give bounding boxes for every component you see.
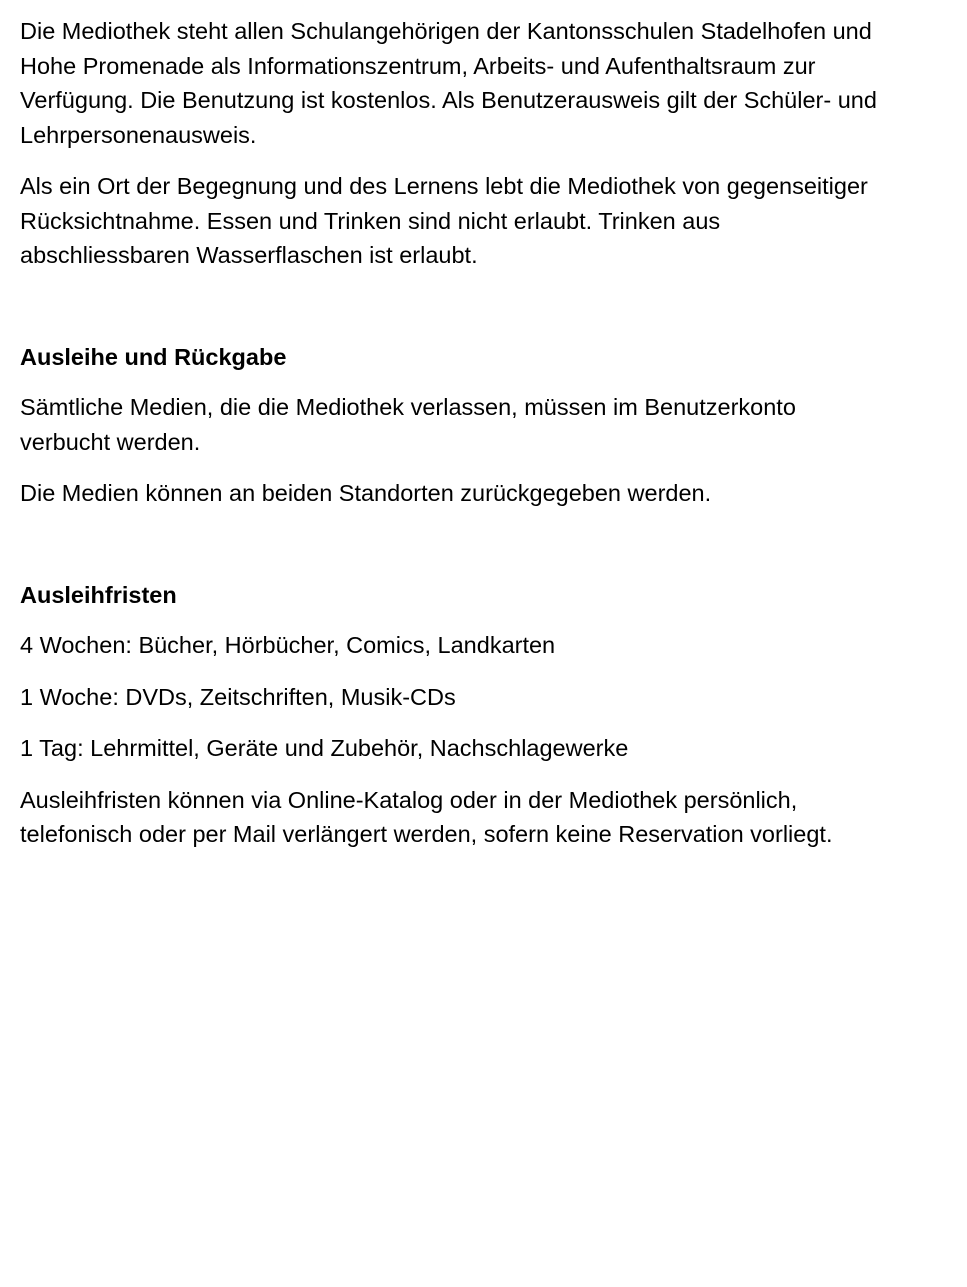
text-line: Verfügung. Die Benutzung ist kostenlos. Als Benutzerausweis gilt der Schüler- und — [20, 87, 877, 113]
text-line: Als ein Ort der Begegnung und des Lernens lebt die Mediothek von gegenseitiger — [20, 173, 868, 199]
text-line: Die Mediothek steht allen Schulangehörigen der Kantonsschulen Stadelhofen und — [20, 18, 872, 44]
heading-ausleihe: Ausleihe und Rückgabe — [20, 343, 287, 370]
section-spacer — [20, 528, 964, 578]
section-spacer — [20, 290, 964, 340]
text-line: Hohe Promenade als Informationszentrum, Arbeits- und Aufenthaltsraum zur — [20, 52, 816, 79]
text-line: telefonisch oder per Mail verlängert werden, sofern keine Reservation vorliegt. — [20, 821, 833, 847]
intro-paragraph-2 — [20, 169, 964, 273]
text-line: Die Medien können an beiden Standorten zurückgegeben werden. — [20, 480, 712, 506]
document-body — [20, 14, 964, 869]
text-line: Sämtliche Medien, die die Mediothek verlassen, müssen im Benutzerkonto — [20, 394, 796, 420]
frist-item-1-tag: 1 Tag: Lehrmittel, Geräte und Zubehör, Nachschlagewerke — [20, 735, 629, 761]
fristen-paragraph-verlaengerung — [20, 783, 964, 852]
text-line: Rücksichtnahme. Essen und Trinken sind nicht erlaubt. Trinken aus — [20, 207, 721, 234]
heading-ausleihfristen: Ausleihfristen — [20, 581, 177, 608]
frist-item-4-wochen: 4 Wochen: Bücher, Hörbücher, Comics, Landkarten — [20, 632, 556, 658]
text-line: abschliessbaren Wasserflaschen ist erlaubt. — [20, 242, 478, 268]
text-line: verbucht werden. — [20, 428, 201, 455]
text-line: Lehrpersonenausweis. — [20, 121, 257, 148]
intro-paragraph-1 — [20, 14, 964, 152]
frist-item-1-woche: 1 Woche: DVDs, Zeitschriften, Musik-CDs — [20, 683, 456, 710]
ausleihe-paragraph-1 — [20, 390, 964, 459]
text-line: Ausleihfristen können via Online-Katalog oder in der Mediothek persönlich, — [20, 786, 798, 813]
ausleihe-paragraph-2 — [20, 476, 964, 511]
